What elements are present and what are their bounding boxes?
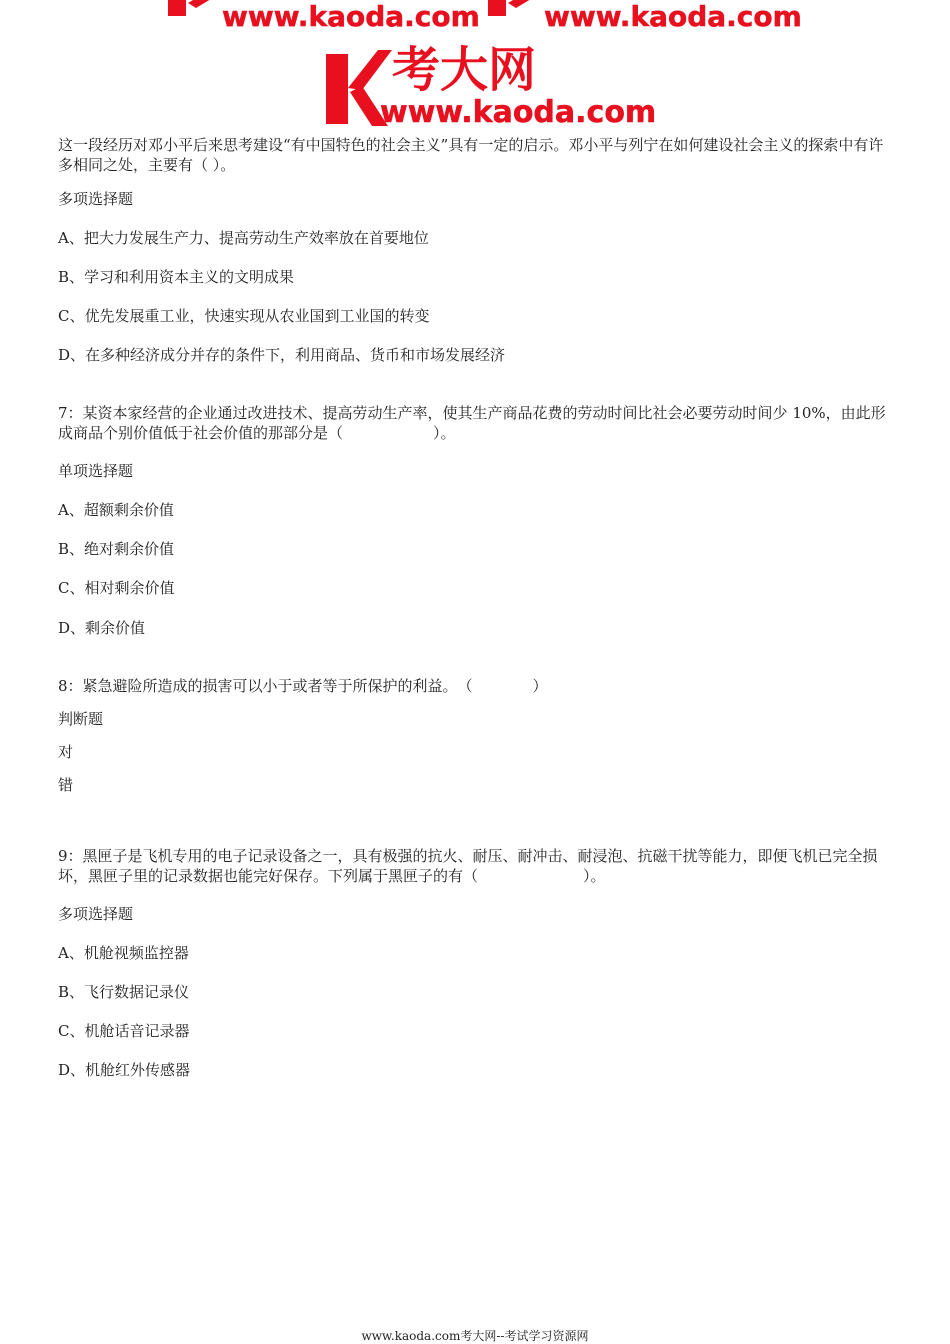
question-6-stem: 这一段经历对邓小平后来思考建设“有中国特色的社会主义”具有一定的启示。邓小平与列宁在如何建设社会主义的探索中有许多相同之处，主要有（ ）。 — [58, 136, 884, 174]
k-logo-icon — [166, 0, 226, 26]
brand-name-cn: 考大网 — [392, 42, 537, 98]
question-8-type: 判断题 — [58, 710, 104, 728]
k-logo-icon — [486, 0, 546, 26]
watermark-url-top-left: www.kaoda.com — [222, 0, 480, 33]
watermark-logo-top-left — [162, 0, 492, 36]
question-8-option-false: 错 — [58, 776, 74, 794]
question-7-option-c: C、相对剩余价值 — [58, 579, 175, 597]
question-7-option-b: B、绝对剩余价值 — [58, 540, 175, 558]
question-6-option-b: B、学习和利用资本主义的文明成果 — [58, 268, 295, 286]
question-7-stem: 7：某资本家经营的企业通过改进技术、提高劳动生产率，使其生产商品花费的劳动时间比社会必要劳动时间少 10%，由此形成商品个别价值低于社会价值的那部分是（ ）。 — [58, 404, 886, 442]
page-footer: www.kaoda.com考大网--考试学习资源网 — [361, 1329, 589, 1343]
question-6-option-d: D、在多种经济成分并存的条件下，利用商品、货币和市场发展经济 — [58, 346, 506, 364]
question-7-type: 单项选择题 — [58, 462, 134, 480]
question-9-option-b: B、飞行数据记录仪 — [58, 983, 190, 1001]
watermark-logo-main — [322, 40, 657, 132]
question-8-stem: 8：紧急避险所造成的损害可以小于或者等于所保护的利益。 （ ） — [58, 677, 548, 695]
question-9-option-a: A、机舱视频监控器 — [58, 944, 189, 962]
question-7-option-d: D、剩余价值 — [58, 619, 146, 637]
question-8-option-true: 对 — [58, 743, 74, 761]
question-6-option-c: C、优先发展重工业，快速实现从农业国到工业国的转变 — [58, 307, 430, 325]
question-6-option-a: A、把大力发展生产力、提高劳动生产效率放在首要地位 — [58, 229, 429, 247]
question-9-type: 多项选择题 — [58, 905, 134, 923]
question-9-option-d: D、机舱红外传感器 — [58, 1061, 191, 1079]
question-9-stem: 9：黑匣子是飞机专用的电子记录设备之一，具有极强的抗火、耐压、耐冲击、耐浸泡、抗磁干扰等能力，即便飞机已完全损坏，黑匣子里的记录数据也能完好保存。下列属于黑匣子的有（ ）。 — [58, 847, 878, 885]
question-6-type: 多项选择题 — [58, 190, 134, 208]
question-7-option-a: A、超额剩余价值 — [58, 501, 174, 519]
watermark-logo-top-right — [482, 0, 812, 36]
watermark-url-main: www.kaoda.com — [380, 95, 657, 130]
watermark-url-top-right: www.kaoda.com — [544, 0, 802, 33]
question-9-option-c: C、机舱话音记录器 — [58, 1022, 190, 1040]
